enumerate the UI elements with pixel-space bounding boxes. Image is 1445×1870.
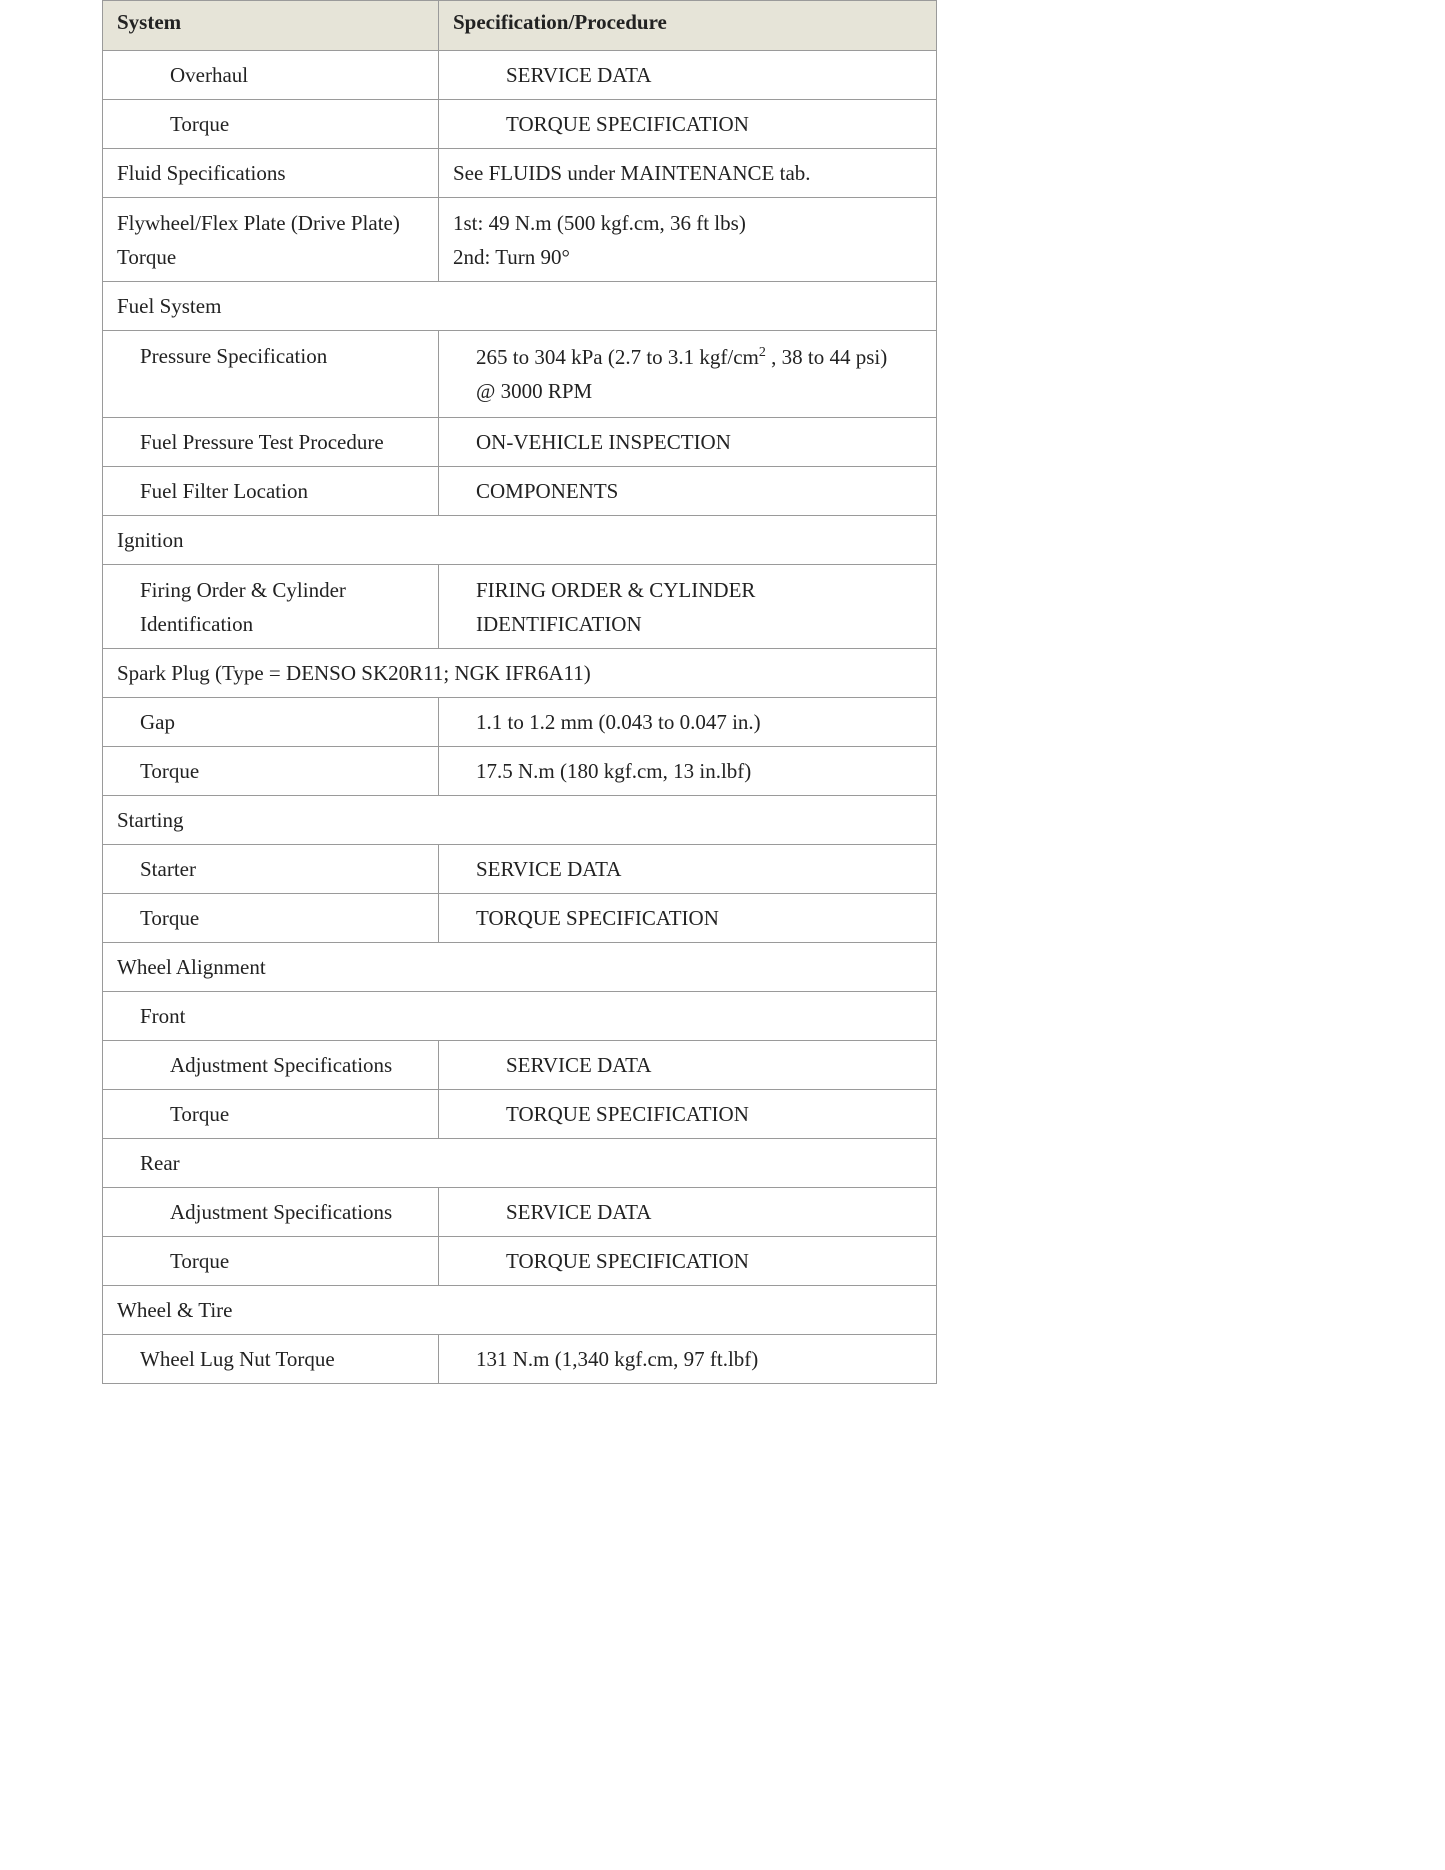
system-cell bbox=[103, 198, 439, 282]
section-heading: Wheel & Tire bbox=[103, 1286, 937, 1335]
system-cell: Overhaul bbox=[103, 51, 439, 100]
table-row bbox=[103, 894, 937, 943]
table-row bbox=[103, 51, 937, 100]
spec-cell: 1.1 to 1.2 mm (0.043 to 0.047 in.) bbox=[439, 698, 937, 747]
table-row bbox=[103, 418, 937, 467]
system-cell: Torque bbox=[103, 100, 439, 149]
spec-cell: TORQUE SPECIFICATION bbox=[439, 100, 937, 149]
spec-cell: SERVICE DATA bbox=[439, 1041, 937, 1090]
table-row bbox=[103, 1237, 937, 1286]
section-heading: Spark Plug (Type = DENSO SK20R11; NGK IFR6A11) bbox=[103, 649, 937, 698]
table-row bbox=[103, 565, 937, 649]
spec-cell: TORQUE SPECIFICATION bbox=[439, 894, 937, 943]
spec-cell: See FLUIDS under MAINTENANCE tab. bbox=[439, 149, 937, 198]
table-row bbox=[103, 1335, 937, 1384]
system-cell: Fuel Filter Location bbox=[103, 467, 439, 516]
system-cell: Starter bbox=[103, 845, 439, 894]
table-row bbox=[103, 845, 937, 894]
spec-text: , 38 to 44 psi) bbox=[765, 345, 888, 369]
table-row bbox=[103, 467, 937, 516]
column-header-system: System bbox=[103, 1, 439, 51]
section-row bbox=[103, 516, 937, 565]
system-cell: Gap bbox=[103, 698, 439, 747]
table-row bbox=[103, 1041, 937, 1090]
table-row bbox=[103, 747, 937, 796]
spec-text-line: IDENTIFICATION bbox=[476, 611, 642, 636]
table-row bbox=[103, 149, 937, 198]
spec-cell bbox=[439, 565, 937, 649]
specification-table bbox=[102, 0, 937, 1384]
system-cell: Torque bbox=[103, 1090, 439, 1139]
section-row bbox=[103, 649, 937, 698]
superscript: 2 bbox=[758, 345, 766, 360]
spec-cell bbox=[439, 198, 937, 282]
header-row bbox=[103, 1, 937, 51]
spec-text-line: 2nd: Turn 90° bbox=[453, 244, 570, 269]
system-cell bbox=[103, 565, 439, 649]
table-row bbox=[103, 331, 937, 418]
subsection-heading: Rear bbox=[103, 1139, 937, 1188]
section-heading: Ignition bbox=[103, 516, 937, 565]
section-row bbox=[103, 282, 937, 331]
spec-text-line: 1st: 49 N.m (500 kgf.cm, 36 ft lbs) bbox=[453, 210, 746, 235]
system-text-line: Firing Order & Cylinder bbox=[140, 577, 346, 602]
spec-text-line bbox=[476, 340, 936, 374]
column-header-specification: Specification/Procedure bbox=[439, 1, 937, 51]
spec-cell: SERVICE DATA bbox=[439, 845, 937, 894]
system-cell: Adjustment Specifications bbox=[103, 1188, 439, 1237]
system-cell: Fluid Specifications bbox=[103, 149, 439, 198]
section-heading: Starting bbox=[103, 796, 937, 845]
spec-cell: SERVICE DATA bbox=[439, 1188, 937, 1237]
spec-cell: 131 N.m (1,340 kgf.cm, 97 ft.lbf) bbox=[439, 1335, 937, 1384]
section-heading: Wheel Alignment bbox=[103, 943, 937, 992]
system-text-line: Identification bbox=[140, 611, 254, 636]
spec-text: 265 to 304 kPa (2.7 to 3.1 kgf/cm bbox=[476, 345, 759, 369]
table-body bbox=[103, 51, 937, 1384]
system-text-line: Torque bbox=[117, 244, 177, 269]
spec-cell: COMPONENTS bbox=[439, 467, 937, 516]
section-row bbox=[103, 992, 937, 1041]
section-row bbox=[103, 943, 937, 992]
section-row bbox=[103, 1139, 937, 1188]
system-cell: Pressure Specification bbox=[103, 331, 439, 418]
system-cell: Wheel Lug Nut Torque bbox=[103, 1335, 439, 1384]
spec-text-line: FIRING ORDER & CYLINDER bbox=[476, 577, 756, 602]
table-header bbox=[103, 1, 937, 51]
subsection-heading: Front bbox=[103, 992, 937, 1041]
spec-text-line: @ 3000 RPM bbox=[476, 379, 593, 403]
table-row bbox=[103, 198, 937, 282]
system-cell: Torque bbox=[103, 747, 439, 796]
section-row bbox=[103, 1286, 937, 1335]
spec-cell: TORQUE SPECIFICATION bbox=[439, 1090, 937, 1139]
table-row bbox=[103, 1090, 937, 1139]
system-cell: Torque bbox=[103, 894, 439, 943]
section-row bbox=[103, 796, 937, 845]
system-cell: Fuel Pressure Test Procedure bbox=[103, 418, 439, 467]
system-cell: Adjustment Specifications bbox=[103, 1041, 439, 1090]
spec-cell: ON-VEHICLE INSPECTION bbox=[439, 418, 937, 467]
spec-cell bbox=[439, 331, 937, 418]
system-cell: Torque bbox=[103, 1237, 439, 1286]
spec-cell: TORQUE SPECIFICATION bbox=[439, 1237, 937, 1286]
spec-cell: 17.5 N.m (180 kgf.cm, 13 in.lbf) bbox=[439, 747, 937, 796]
system-text-line: Flywheel/Flex Plate (Drive Plate) bbox=[117, 210, 400, 235]
table-row bbox=[103, 698, 937, 747]
table-row bbox=[103, 100, 937, 149]
table-row bbox=[103, 1188, 937, 1237]
spec-cell: SERVICE DATA bbox=[439, 51, 937, 100]
section-heading: Fuel System bbox=[103, 282, 937, 331]
